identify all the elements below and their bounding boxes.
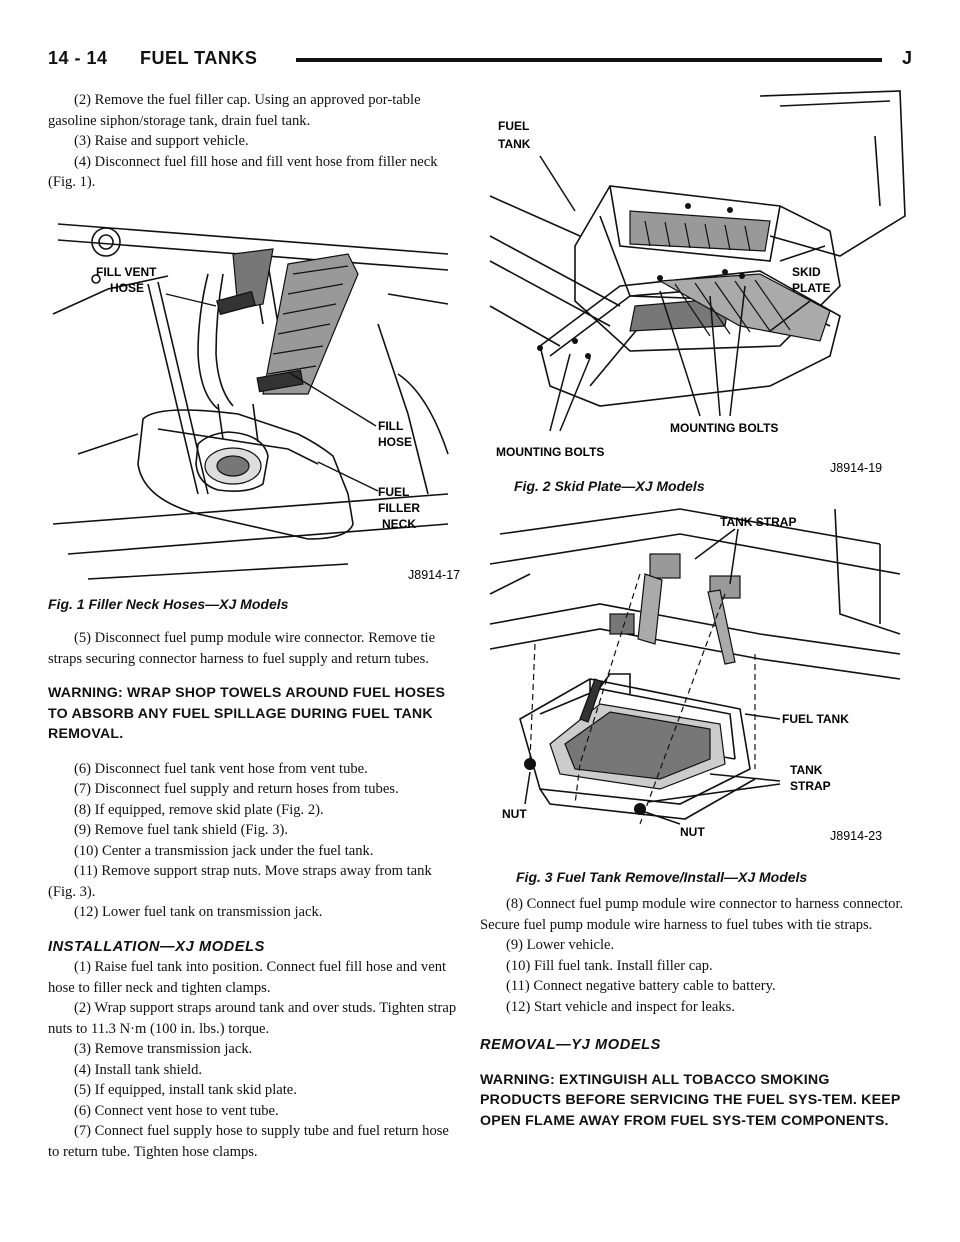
right-step-8: (8) Connect fuel pump module wire connector to harness connector. Secure fuel pump module wire harness to fuel tubes with tie straps. — [480, 896, 904, 933]
fig2-label-fuel-tank-1: FUEL — [498, 119, 530, 133]
install-step-4: (4) Install tank shield. — [74, 1061, 203, 1078]
figure-1-caption: Fig. 1 Filler Neck Hoses—XJ Models — [48, 596, 289, 612]
fig3-label-tank-strap-1: TANK — [790, 763, 823, 777]
left-column-lower — [48, 628, 462, 1162]
figure-1-filler-neck-hoses — [48, 194, 462, 598]
step-9: (9) Remove fuel tank shield (Fig. 3). — [74, 822, 288, 838]
fig3-label-tank-strap-2: STRAP — [790, 779, 831, 793]
step-11: (11) Remove support strap nuts. Move straps away from tank (Fig. 3). — [48, 863, 432, 900]
step-2: (2) Remove the fuel filler cap. Using an approved por-table gasoline siphon/storage tank, drain fuel tank. — [48, 92, 421, 129]
fig2-label-mounting-bolts-left: MOUNTING BOLTS — [496, 445, 605, 459]
fig2-label-mounting-bolts-right: MOUNTING BOLTS — [670, 421, 779, 435]
right-step-9: (9) Lower vehicle. — [506, 937, 615, 953]
fig2-label-fuel-tank-2: TANK — [498, 137, 531, 151]
step-4: (4) Disconnect fuel fill hose and fill vent hose from filler neck (Fig. 1). — [48, 153, 438, 190]
fig1-label-fill-hose-2: HOSE — [378, 435, 413, 449]
fig3-label-nut-right: NUT — [680, 825, 705, 839]
fig1-label-fill-vent-hose-2: HOSE — [110, 281, 145, 295]
fig2-label-skid-plate-1: SKID — [792, 265, 821, 279]
left-column-top — [48, 90, 462, 193]
install-step-6: (6) Connect vent hose to vent tube. — [74, 1102, 279, 1119]
figure-3-caption: Fig. 3 Fuel Tank Remove/Install—XJ Models — [516, 869, 808, 885]
figure-3-fuel-tank-remove-install — [480, 504, 912, 860]
step-12: (12) Lower fuel tank on transmission jack. — [74, 904, 323, 920]
fig1-label-fill-hose-1: FILL — [378, 419, 404, 433]
right-step-12: (12) Start vehicle and inspect for leaks. — [506, 998, 735, 1015]
step-5: (5) Disconnect fuel pump module wire connector. Remove tie straps securing connector harness to fuel supply and return tubes. — [48, 630, 436, 667]
fig1-code: J8914-17 — [408, 568, 461, 582]
right-step-10: (10) Fill fuel tank. Install filler cap. — [506, 957, 713, 974]
fig1-label-filler-neck-2: FILLER — [378, 501, 420, 515]
step-6: (6) Disconnect fuel tank vent hose from vent tube. — [74, 760, 368, 777]
section-title: FUEL TANKS — [140, 48, 258, 68]
fig3-label-nut-left: NUT — [502, 807, 527, 821]
fig2-label-skid-plate-2: PLATE — [792, 281, 831, 295]
install-step-5: (5) If equipped, install tank skid plate. — [74, 1082, 297, 1098]
right-column-text — [480, 894, 912, 1131]
warning-shop-towels: WARNING: WRAP SHOP TOWELS AROUND FUEL HOSES TO ABSORB ANY FUEL SPILLAGE DURING FUEL TANK REMOVAL. — [48, 685, 446, 742]
fig1-label-filler-neck-3: NECK — [382, 517, 417, 531]
figure-2-caption: Fig. 2 Skid Plate—XJ Models — [514, 478, 705, 494]
install-step-2: (2) Wrap support straps around tank and over studs. Tighten strap nuts to 11.3 N·m (100 in. lbs.) torque. — [48, 1000, 457, 1037]
fig3-code: J8914-23 — [830, 829, 883, 843]
removal-yj-heading: REMOVAL—YJ MODELS — [480, 1037, 662, 1053]
install-step-3: (3) Remove transmission jack. — [74, 1041, 253, 1057]
installation-heading: INSTALLATION—XJ MODELS — [48, 938, 265, 955]
page-number: 14 - 14 — [48, 48, 108, 68]
edition-letter: J — [901, 48, 912, 68]
header-rule — [296, 58, 882, 62]
fig1-label-filler-neck-1: FUEL — [378, 485, 410, 499]
step-10: (10) Center a transmission jack under the fuel tank. — [74, 842, 374, 859]
right-step-11: (11) Connect negative battery cable to battery. — [506, 978, 776, 994]
fig3-label-fuel-tank: FUEL TANK — [782, 712, 849, 726]
step-7: (7) Disconnect fuel supply and return hoses from tubes. — [74, 781, 399, 797]
warning-tobacco-smoking: WARNING: EXTINGUISH ALL TOBACCO SMOKING PRODUCTS BEFORE SERVICING THE FUEL SYS-TEM. KEEP OPEN FLAME AWAY FROM FUEL SYS-TEM COMPONENTS. — [480, 1071, 901, 1129]
install-step-7: (7) Connect fuel supply hose to supply tube and fuel return hose to return tube. Tighten hose clamps. — [48, 1123, 449, 1160]
step-3: (3) Raise and support vehicle. — [74, 133, 249, 149]
page-header — [48, 46, 912, 74]
step-8: (8) If equipped, remove skid plate (Fig. 2). — [74, 801, 324, 818]
fig2-code: J8914-19 — [830, 461, 883, 475]
install-step-1: (1) Raise fuel tank into position. Connect fuel fill hose and vent hose to filler neck and tighten clamps. — [48, 959, 447, 996]
figure-2-skid-plate — [480, 86, 912, 492]
fig3-label-tank-strap-top: TANK STRAP — [720, 515, 797, 529]
fig1-label-fill-vent-hose-1: FILL VENT — [96, 265, 157, 279]
